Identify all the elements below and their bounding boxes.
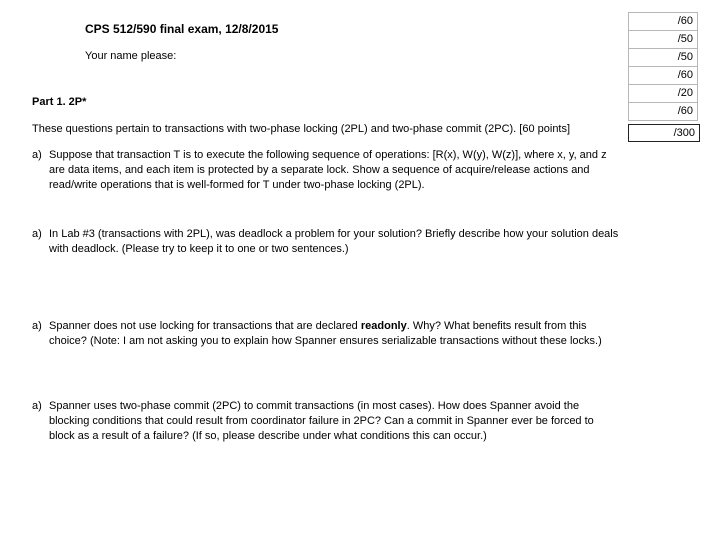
score-cell-4: /60 [628, 66, 698, 84]
question-text: Spanner uses two-phase commit (2PC) to commit transactions (in most cases). How does Spanner avoid the blocking conditions that could result from coordinator failure in 2PC? Can a commit in Spanner ever be forced to block as a result of a failure? (If so, please describe under what conditions this can occur.) [49, 400, 594, 442]
score-cell-3: /50 [628, 48, 698, 66]
question-text-part: . Why? What benefits result from this choice? (Note: I am not asking you to explain how Spanner ensures serializable transactions without these locks.) [49, 320, 602, 347]
score-table [628, 12, 698, 121]
question-text [49, 319, 622, 349]
question-2 [32, 227, 622, 257]
question-1 [32, 148, 622, 193]
score-cell-6: /60 [628, 102, 698, 121]
score-cell-2: /50 [628, 30, 698, 48]
score-total: /300 [628, 124, 700, 142]
question-text-part: Spanner does not use locking for transactions that are declared [49, 320, 361, 332]
exam-title: CPS 512/590 final exam, 12/8/2015 [85, 22, 279, 36]
question-3 [32, 319, 622, 349]
question-marker: a) [32, 400, 42, 412]
question-4 [32, 399, 622, 444]
part-intro: These questions pertain to transactions with two-phase locking (2PL) and two-phase commit (2PC). [60 points] [32, 123, 571, 135]
score-cell-1: /60 [628, 12, 698, 30]
question-text: In Lab #3 (transactions with 2PL), was deadlock a problem for your solution? Briefly describe how your solution deals with deadlock. (Please try to keep it to one or two sentences.) [49, 228, 619, 255]
name-prompt: Your name please: [85, 50, 177, 62]
readonly-keyword: readonly [360, 320, 407, 332]
score-cell-5: /20 [628, 84, 698, 102]
question-text: Suppose that transaction T is to execute the following sequence of operations: [R(x), W(y), W(z)], where x, y, and z are data items, and each item is protected by a separate lock. Show a sequence of acquire/release actions and read/write operations that is well-formed for T under two-phase locking (2PL). [49, 149, 607, 191]
question-marker: a) [32, 320, 42, 332]
part-heading: Part 1. 2P* [32, 96, 87, 108]
question-marker: a) [32, 149, 42, 161]
question-marker: a) [32, 228, 42, 240]
